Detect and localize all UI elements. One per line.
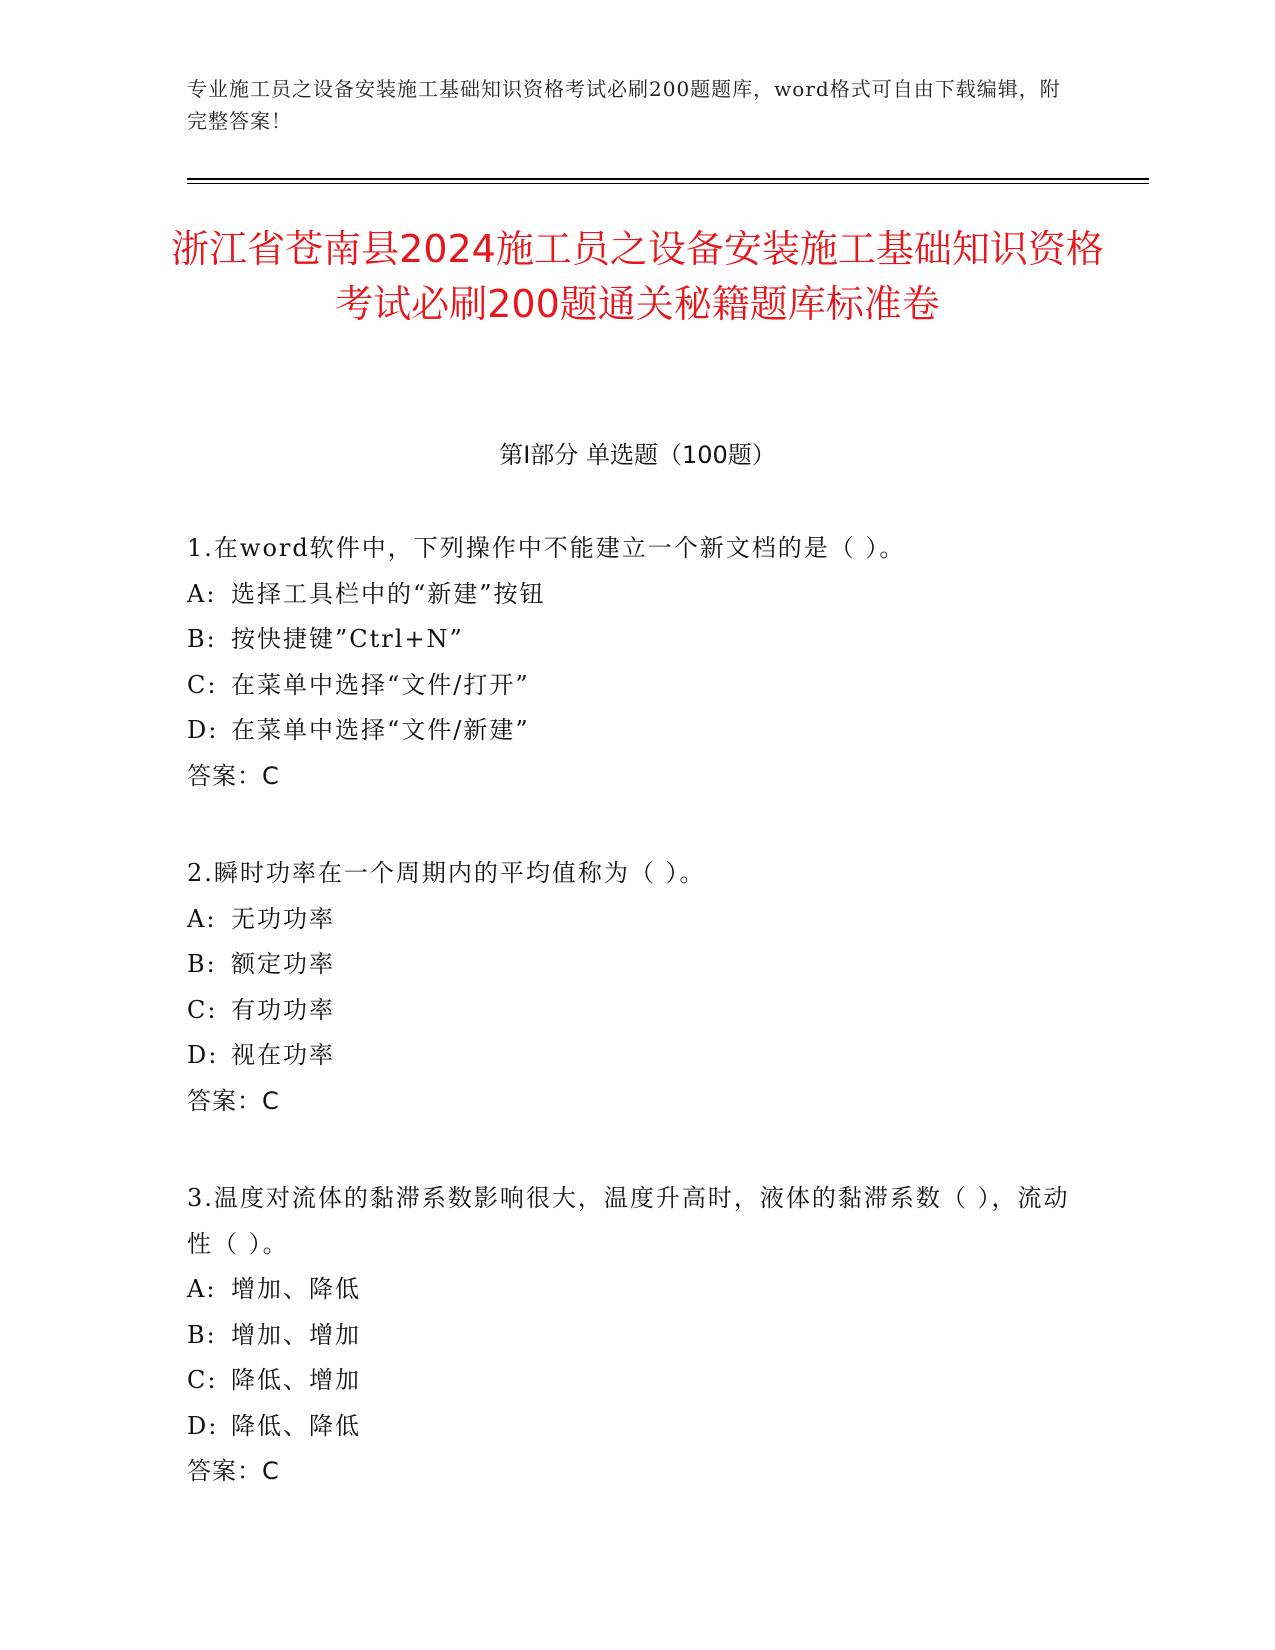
option-text: 视在功率 [231, 1041, 335, 1069]
option-label: A: [187, 1275, 217, 1303]
option-label: D: [187, 1041, 219, 1069]
option-text: 降低、增加 [231, 1366, 361, 1394]
option-label: C: [187, 670, 218, 699]
option-label: C: [187, 995, 218, 1024]
option-b [187, 617, 1077, 663]
question-item [187, 1176, 1077, 1495]
option-text: 额定功率 [231, 950, 335, 978]
question-item [187, 851, 1077, 1124]
option-c [187, 1358, 1077, 1404]
option-label: D: [187, 1411, 219, 1440]
option-d [187, 1404, 1077, 1450]
option-d [187, 708, 1077, 754]
header-note: 专业施工员之设备安装施工基础知识资格考试必刷200题题库，word格式可自由下载编辑，附完整答案！ [187, 77, 1061, 133]
option-label: D: [187, 716, 219, 744]
section-title: 第Ⅰ部分 单选题（100题） [499, 441, 776, 469]
option-b [187, 1313, 1077, 1359]
answer-line: 答案：C [187, 1457, 280, 1485]
option-text: 无功功率 [231, 904, 335, 933]
option-a [187, 572, 1077, 618]
option-a [187, 897, 1077, 943]
question-list [187, 526, 1077, 1547]
header-divider-thick [187, 178, 1149, 180]
option-label: C: [187, 1366, 218, 1394]
option-text: 在菜单中选择“文件/新建” [231, 716, 530, 744]
option-label: B: [187, 625, 217, 653]
option-text: 在菜单中选择“文件/打开” [231, 670, 530, 699]
option-c [187, 988, 1077, 1034]
option-text: 增加、降低 [231, 1275, 361, 1303]
answer-line: 答案：C [187, 761, 280, 790]
option-label: A: [187, 579, 217, 608]
option-c [187, 663, 1077, 709]
option-text: 按快捷键”Ctrl+N” [231, 625, 464, 653]
option-d [187, 1033, 1077, 1079]
option-label: B: [187, 950, 217, 978]
option-b [187, 942, 1077, 988]
option-text: 降低、降低 [231, 1411, 361, 1440]
option-label: B: [187, 1320, 217, 1349]
question-item [187, 526, 1077, 799]
option-text: 增加、增加 [231, 1320, 361, 1349]
option-a [187, 1267, 1077, 1313]
document-title: 浙江省苍南县2024施工员之设备安装施工基础知识资格考试必刷200题通关秘籍题库标准卷 [171, 227, 1104, 326]
question-stem: 1.在word软件中，下列操作中不能建立一个新文档的是（ ）。 [187, 534, 906, 562]
answer-line: 答案：C [187, 1086, 280, 1115]
option-text: 有功功率 [231, 995, 335, 1024]
header-divider-thin [187, 183, 1149, 184]
option-text: 选择工具栏中的“新建”按钮 [231, 579, 546, 608]
option-label: A: [187, 904, 217, 933]
question-stem: 2.瞬时功率在一个周期内的平均值称为（ ）。 [187, 859, 706, 887]
question-stem: 3.温度对流体的黏滞系数影响很大，温度升高时，液体的黏滞系数（ ），流动性（ ）。 [187, 1184, 1070, 1258]
